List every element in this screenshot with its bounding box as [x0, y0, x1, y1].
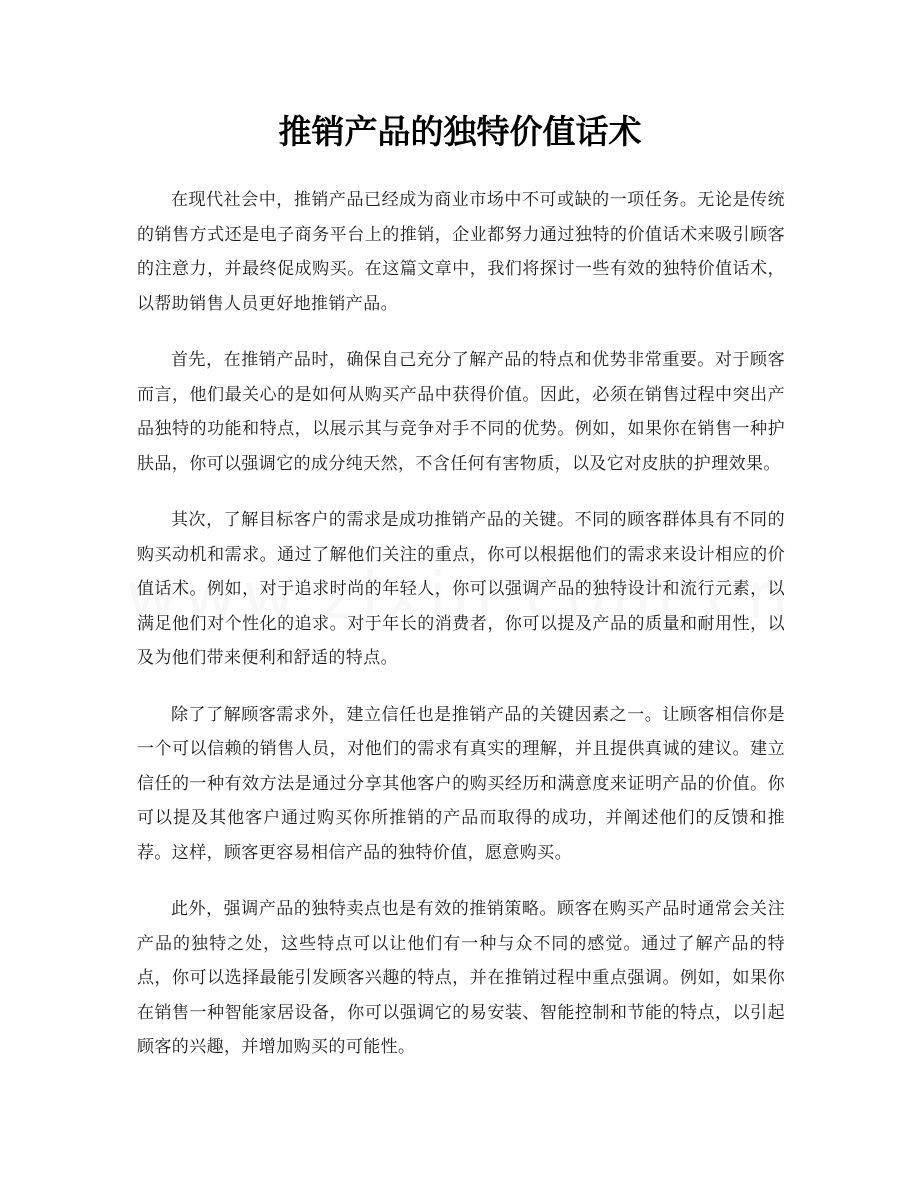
paragraph: 在现代社会中，推销产品已经成为商业市场中不可或缺的一项任务。无论是传统的销售方式还是电子商务平台上的推销，企业都努力通过独特的价值话术来吸引顾客的注意力，并最终促成购买。在这篇文章中，我们将探讨一些有效的独特价值话术，以帮助销售人员更好地推销产品。 — [137, 190, 785, 314]
paragraph: 此外，强调产品的独特卖点也是有效的推销策略。顾客在购买产品时通常会关注产品的独特之处，这些特点可以让他们有一种与众不同的感觉。通过了解产品的特点，你可以选择最能引发顾客兴趣的特点，并在推销过程中重点强调。例如，如果你在销售一种智能家居设备，你可以强调它的易安装、智能控制和节能的特点，以引起顾客的兴趣，并增加购买的可能性。 — [137, 899, 785, 1057]
page-title: 推销产品的独特价值话术 — [278, 112, 642, 151]
paragraph: 首先，在推销产品时，确保自己充分了解产品的特点和优势非常重要。对于顾客而言，他们最关心的是如何从购买产品中获得价值。因此，必须在销售过程中突出产品独特的功能和特点，以展示其与竞争对手不同的优势。例如，如果你在销售一种护肤品，你可以强调它的成分纯天然，不含任何有害物质，以及它对皮肤的护理效果。 — [137, 350, 785, 474]
paragraph: 其次，了解目标客户的需求是成功推销产品的关键。不同的顾客群体具有不同的购买动机和需求。通过了解他们关注的重点，你可以根据他们的需求来设计相应的价值话术。例如，对于追求时尚的年轻人，你可以强调产品的独特设计和流行元素，以满足他们对个性化的追求。对于年长的消费者，你可以提及产品的质量和耐用性，以及为他们带来便利和舒适的特点。 — [137, 510, 785, 668]
article-body — [137, 183, 785, 1087]
paragraph: 除了了解顾客需求外，建立信任也是推销产品的关键因素之一。让顾客相信你是一个可以信赖的销售人员，对他们的需求有真实的理解，并且提供真诚的建议。建立信任的一种有效方法是通过分享其他客户的购买经历和满意度来证明产品的价值。你可以提及其他客户通过购买你所推销的产品而取得的成功，并阐述他们的反馈和推荐。这样，顾客更容易相信产品的独特价值，愿意购买。 — [137, 704, 785, 863]
